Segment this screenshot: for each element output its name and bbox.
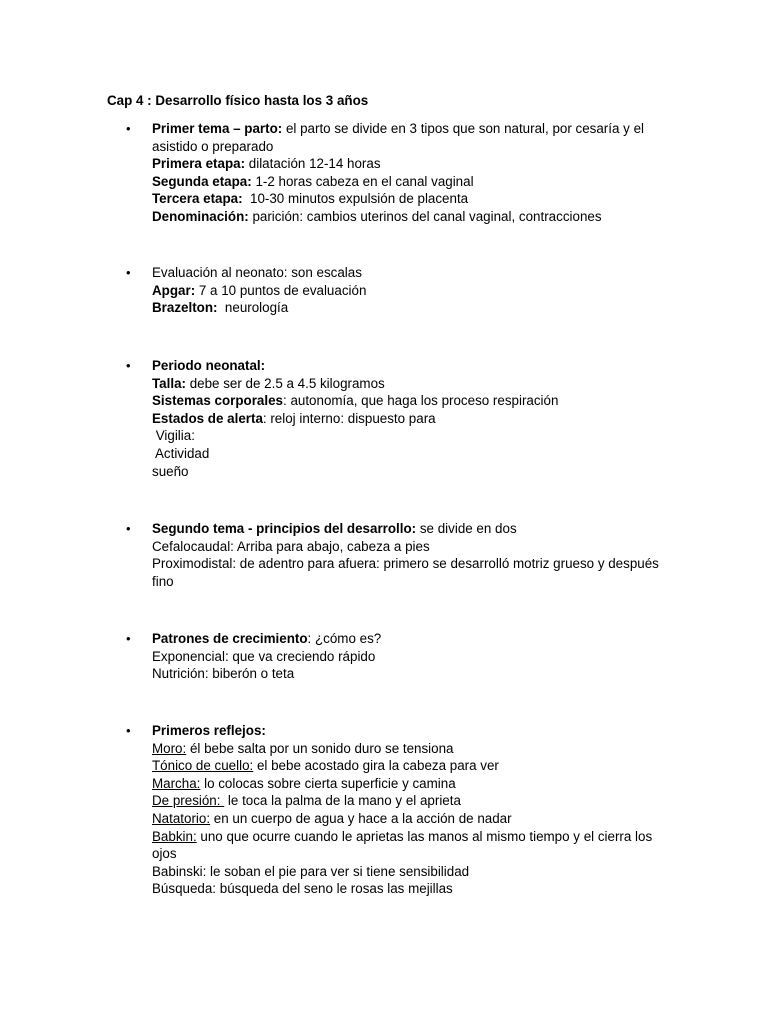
list-item: [152, 208, 672, 226]
list-item: [152, 392, 672, 410]
item-label: Segunda etapa:: [152, 173, 252, 189]
page-title: Cap 4 : Desarrollo físico hasta los 3 años: [107, 93, 369, 108]
reflex-item: [152, 828, 672, 863]
section-primeros-reflejos: [126, 722, 672, 898]
reflex-name: Babkin:: [152, 828, 197, 844]
item-text: 7 a 10 puntos de evaluación: [195, 282, 367, 298]
reflex-item: [152, 792, 672, 810]
item-text: 1-2 horas cabeza en el canal vaginal: [251, 173, 474, 189]
list-item: Proximodistal: de adentro para afuera: primero se desarrolló motriz grueso y después fino: [152, 556, 659, 589]
item-label: Apgar:: [152, 282, 196, 298]
section-heading: [152, 357, 672, 375]
section-heading: [152, 520, 672, 538]
list-item: sueño: [152, 463, 189, 479]
section-heading: [152, 722, 672, 740]
heading-text: se divide en dos: [416, 521, 517, 536]
bullet-icon: •: [126, 723, 131, 738]
reflex-text: el bebe acostado gira la cabeza para ver: [253, 758, 499, 774]
item-label: Estados de alerta: [152, 410, 263, 426]
list-item: Exponencial: que va creciendo rápido: [152, 648, 376, 664]
list-item: Cefalocaudal: Arriba para abajo, cabeza a pies: [152, 538, 430, 554]
item-label: Sistemas corporales: [152, 393, 283, 409]
reflex-item: [152, 810, 672, 828]
list-item: [152, 155, 672, 173]
item-label: Denominación:: [152, 208, 249, 224]
reflex-name: Natatorio:: [152, 810, 211, 826]
list-item: [152, 410, 672, 428]
heading-bold: Segundo tema - principios del desarrollo:: [152, 521, 417, 536]
reflex-text: lo colocas sobre cierta superficie y camina: [200, 775, 456, 791]
section-patrones-crecimiento: [126, 630, 672, 683]
list-item: [152, 299, 672, 317]
section-periodo-neonatal: [126, 357, 672, 480]
reflex-text: le toca la palma de la mano y el aprieta: [224, 793, 461, 809]
item-text: dilatación 12-14 horas: [245, 156, 381, 172]
bullet-icon: •: [126, 265, 131, 280]
reflex-text: en un cuerpo de agua y hace a la acción de nadar: [210, 810, 512, 826]
bullet-icon: •: [126, 358, 131, 373]
reflex-text: uno que ocurre cuando le aprietas las manos al mismo tiempo y el cierra los ojos: [152, 828, 653, 862]
reflex-name: Moro:: [152, 740, 187, 756]
item-label: Tercera etapa:: [152, 191, 243, 207]
item-label: Primera etapa:: [152, 156, 246, 172]
reflex-item: Babinski: le soban el pie para ver si tiene sensibilidad: [152, 863, 470, 879]
list-item: [152, 375, 672, 393]
item-text: : reloj interno: dispuesto para: [262, 410, 436, 426]
list-item: Actividad: [152, 445, 210, 461]
reflex-item: [152, 740, 672, 758]
list-item: [152, 282, 672, 300]
item-label: Brazelton:: [152, 300, 218, 316]
reflex-name: Marcha:: [152, 775, 201, 791]
item-text: parición: cambios uterinos del canal vaginal, contracciones: [248, 208, 602, 224]
list-item: [152, 173, 672, 191]
bullet-icon: •: [126, 521, 131, 536]
section-heading: Evaluación al neonato: son escalas: [152, 265, 362, 280]
reflex-item: [152, 775, 672, 793]
item-text: 10-30 minutos expulsión de placenta: [242, 191, 469, 207]
section-evaluacion: [126, 264, 672, 317]
item-label: Talla:: [152, 375, 186, 391]
reflex-name: De presión:: [152, 793, 225, 809]
list-item: [152, 190, 672, 208]
bullet-icon: •: [126, 631, 131, 646]
reflex-name: Tónico de cuello:: [152, 758, 254, 774]
reflex-item: Búsqueda: búsqueda del seno le rosas las mejillas: [152, 881, 453, 897]
heading-text: : ¿cómo es?: [307, 631, 382, 646]
bullet-icon: •: [126, 121, 131, 136]
section-parto: [126, 120, 672, 226]
list-item: Vigilia:: [152, 428, 195, 444]
heading-bold: Periodo neonatal:: [152, 358, 266, 373]
section-heading: [152, 120, 672, 155]
reflex-text: él bebe salta por un sonido duro se tensiona: [186, 740, 454, 756]
list-item: Nutrición: biberón o teta: [152, 666, 295, 682]
reflex-item: [152, 757, 672, 775]
heading-bold: Primeros reflejos:: [152, 723, 266, 738]
heading-text: el parto se divide en 3 tipos que son natural, por cesaría y el asistido o preparado: [152, 121, 644, 154]
item-text: : autonomía, que haga los proceso respiración: [283, 393, 559, 409]
section-heading: [152, 630, 672, 648]
item-text: neurología: [217, 300, 289, 316]
item-text: debe ser de 2.5 a 4.5 kilogramos: [185, 375, 385, 391]
section-principios-desarrollo: [126, 520, 672, 590]
heading-bold: Primer tema – parto:: [152, 121, 283, 136]
heading-bold: Patrones de crecimiento: [152, 631, 308, 646]
